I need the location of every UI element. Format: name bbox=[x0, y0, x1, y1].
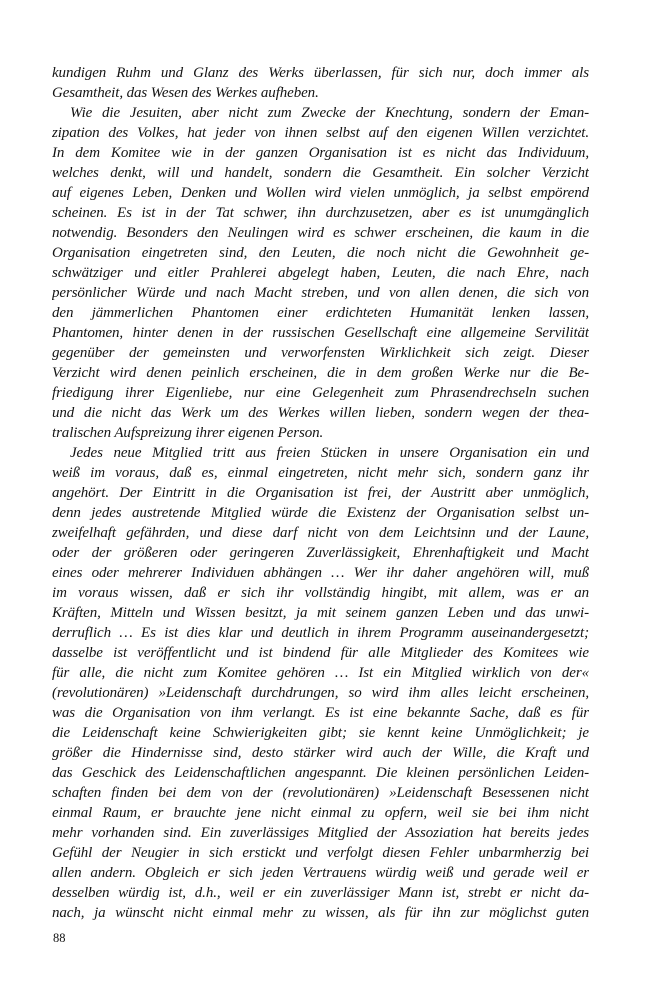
paragraph bbox=[52, 443, 589, 923]
text-line: allen andern. Obgleich er sich jeden Vertrauens würdig weiß und gerade weil er bbox=[52, 865, 589, 881]
text-line: tralischen Aufspreizung ihrer eigenen Person. bbox=[52, 425, 324, 441]
text-line: Organisation eingetreten sind, den Leuten, die noch nicht die Gewohnheit ge- bbox=[52, 245, 589, 261]
text-line: und die nicht das Werk um des Werkes willen lieben, sondern wegen der thea- bbox=[52, 405, 589, 421]
text-line: dasselbe ist veröffentlicht und ist bindend für alle Mitglieder des Komitees wie bbox=[52, 645, 589, 661]
text-line: desselben würdig ist, d.h., weil er ein zuverlässiger Mann ist, strebt er nicht da- bbox=[52, 885, 589, 901]
paragraph bbox=[52, 63, 589, 103]
text-line: Kräften, Mitteln und Wissen besitzt, ja mit seinem ganzen Leben und das unwi- bbox=[52, 605, 589, 621]
text-line: friedigung ihrer Eigenliebe, nur eine Gelegenheit zum Phrasendrechseln suchen bbox=[52, 385, 589, 401]
text-line: eines oder mehrerer Individuen abhängen … Wer ihr daher angehören will, muß bbox=[52, 565, 589, 581]
text-line: einmal Raum, er brauchte jene nicht einmal zu opfern, weil sie bei ihm nicht bbox=[52, 805, 589, 821]
text-line: (revolutionären) »Leidenschaft durchdrungen, so wird ihm alles leicht erscheinen, bbox=[52, 685, 589, 701]
text-line: Phantomen, hinter denen in der russischen Gesellschaft eine allgemeine Servilität bbox=[52, 325, 589, 341]
text-line: angehört. Der Eintritt in die Organisation ist frei, der Austritt aber unmöglich, bbox=[52, 485, 589, 501]
text-line: im voraus wissen, daß er sich ihr vollständig hingibt, mit allem, was er an bbox=[52, 585, 589, 601]
text-line: mehr vorhanden sind. Ein zuverlässiges Mitglied der Assoziation hat bereits jedes bbox=[52, 825, 589, 841]
text-line: Gefühl der Neugier in sich erstickt und verfolgt diesen Fehler unbarmherzig bei bbox=[52, 845, 589, 861]
text-line: weiß im voraus, daß es, einmal eingetreten, nicht mehr sich, sondern ganz ihr bbox=[52, 465, 589, 481]
text-line: was die Organisation von ihm verlangt. Es ist eine bekannte Sache, daß es für bbox=[52, 705, 589, 721]
text-line: das Geschick des Leidenschaftlichen angespannt. Die kleinen persönlichen Leiden- bbox=[52, 765, 589, 781]
text-line: zweifelhaft gefährden, und diese darf nicht von dem Leichtsinn und der Laune, bbox=[52, 525, 589, 541]
body-text bbox=[52, 63, 589, 923]
text-line: gegenüber der gemeinsten und verworfensten Wirklichkeit sich zeigt. Dieser bbox=[52, 345, 589, 361]
text-line: derruflich … Es ist dies klar und deutlich in ihrem Programm auseinandergesetzt; bbox=[52, 625, 589, 641]
page-number: 88 bbox=[53, 931, 66, 945]
text-line: nach, ja wünscht nicht einmal mehr zu wissen, als für ihn zur möglichst guten bbox=[52, 905, 589, 921]
text-line: oder der größeren oder geringeren Zuverlässigkeit, Ehrenhaftigkeit und Macht bbox=[52, 545, 589, 561]
text-line: Jedes neue Mitglied tritt aus freien Stücken in unsere Organisation ein und bbox=[70, 445, 589, 461]
text-line: Gesamtheit, das Wesen des Werkes aufheben. bbox=[52, 85, 319, 101]
text-line: In dem Komitee wie in der ganzen Organisation ist es nicht das Individuum, bbox=[52, 145, 589, 161]
text-line: auf eigenes Leben, Denken und Wollen wird vielen unmöglich, ja selbst empörend bbox=[52, 185, 589, 201]
text-line: für alle, die nicht zum Komitee gehören … Ist ein Mitglied wirklich von der« bbox=[52, 665, 589, 681]
text-line: welches denkt, will und handelt, sondern die Gesamtheit. Ein solcher Verzicht bbox=[52, 165, 589, 181]
text-line: Verzicht wird denen peinlich erscheinen, die in dem großen Werke nur die Be- bbox=[52, 365, 589, 381]
text-line: zipation des Volkes, hat jeder von ihnen selbst auf den eigenen Willen verzichtet. bbox=[52, 125, 589, 141]
text-line: persönlicher Würde und nach Macht streben, und von allen denen, die sich von bbox=[52, 285, 589, 301]
text-line: größer die Hindernisse sind, desto stärker wird auch der Wille, die Kraft und bbox=[52, 745, 589, 761]
paragraph bbox=[52, 103, 589, 443]
text-line: die Leidenschaft keine Schwierigkeiten gibt; sie kennt keine Unmöglichkeit; je bbox=[52, 725, 589, 741]
text-line: schwätziger und eitler Prahlerei abgelegt haben, Leuten, die nach Ehre, nach bbox=[52, 265, 589, 281]
text-line: Wie die Jesuiten, aber nicht zum Zwecke der Knechtung, sondern der Eman- bbox=[70, 105, 589, 121]
text-line: scheinen. Es ist in der Tat schwer, ihn durchzusetzen, aber es ist unumgänglich bbox=[52, 205, 589, 221]
text-line: schaften finden bei dem von der (revolutionären) »Leidenschaft Besessenen nicht bbox=[52, 785, 589, 801]
text-line: den jämmerlichen Phantomen einer erdichteten Humanität lenken lassen, bbox=[52, 305, 589, 321]
text-line: notwendig. Besonders den Neulingen wird es schwer erscheinen, die kaum in die bbox=[52, 225, 589, 241]
text-line: denn jedes austretende Mitglied würde die Existenz der Organisation selbst un- bbox=[52, 505, 589, 521]
text-line: kundigen Ruhm und Glanz des Werks überlassen, für sich nur, doch immer als bbox=[52, 65, 589, 81]
